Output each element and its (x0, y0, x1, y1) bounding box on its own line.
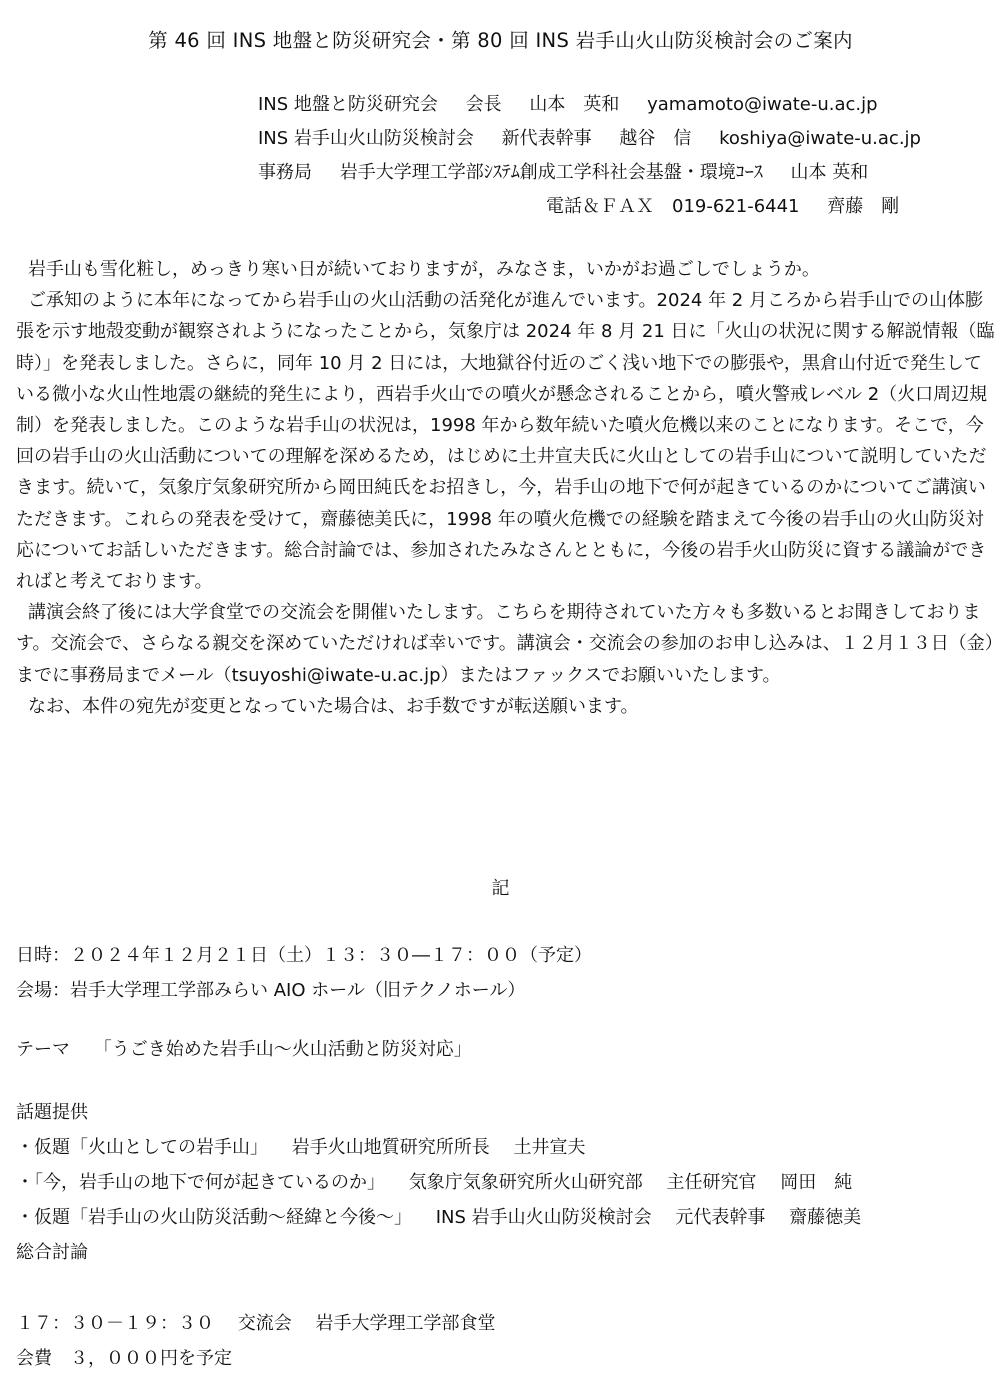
talk-speaker: 土井宣夫 (513, 1137, 586, 1158)
person-name: 山本 英和 (790, 162, 869, 183)
ki-heading: 記 (491, 878, 510, 899)
talk-position: 主任研究官 (666, 1172, 757, 1193)
theme-label: テーマ (16, 1039, 70, 1060)
person-name: 越谷 信 (619, 128, 692, 149)
talk-affiliation: 気象庁気象研究所火山研究部 (408, 1172, 643, 1193)
office-affiliation: 岩手大学理工学部ｼｽﾃﾑ創成工学科社会基盤・環境ｺｰｽ (339, 162, 763, 183)
talk-item (16, 1200, 996, 1235)
talk-item (16, 1165, 996, 1200)
sender-row-office (258, 156, 998, 190)
party-fee: 会費 ３，０００円を予定 (16, 1348, 232, 1369)
party-venue: 岩手大学理工学部食堂 (315, 1313, 496, 1334)
event-details (16, 938, 996, 1376)
sender-row-committee (258, 122, 998, 156)
phone-fax: 電話＆ＦＡＸ 019-621-6441 (546, 196, 800, 217)
talk-affiliation: 岩手火山地質研究所所長 (291, 1137, 490, 1158)
person-name: 齊藤 剛 (827, 196, 900, 217)
role: 会長 (465, 94, 502, 115)
paragraph-forward-note: なお、本件の宛先が変更となっていた場合は、お手数ですが転送願います。 (28, 695, 639, 717)
email: yamamoto@iwate-u.ac.jp (647, 94, 878, 115)
paragraph-background: ご承知のように本年になってから岩手山の火山活動の活発化が進んでいます。2024 年 2 月ころから岩手山での山体膨張を示す地殻変動が観察されようになったことから，気象庁は 2024 年 8 月 21 日に「火山の状況に関する解説情報（臨時）」を発表しました。さらに，同年 10 月 2 日には，大地獄谷付近のごく浅い地下での膨張や，黒倉山付近で発生している微小な火山性地震の継続的発生により，西岩手火山での噴火が懸念されることから，噴火警戒レベル 2（火口周辺規制）を発表しました。このような岩手山の状況は，1998 年から数年続いた噴火危機以来のことになります。そこで，今回の岩手山の火山活動についての理解を深めるため，はじめに土井宣夫氏に火山としての岩手山について説明していただきます。続いて，気象庁気象研究所から岡田純氏をお招きし，今，岩手山の地下で何が起きているのかについてご講演いただきます。これらの発表を受けて，齋藤徳美氏に，1998 年の噴火危機での経験を踏まえて今後の岩手山の火山防災対応についてお話しいただきます。総合討論では、参加されたみなさんとともに，今後の岩手火山防災に資する議論ができればと考えております。 (16, 290, 995, 593)
sender-block (258, 88, 998, 224)
committee-name: INS 岩手山火山防災検討会 (258, 128, 474, 149)
party-time: １７：３０－１９：３０ (16, 1313, 214, 1334)
event-date: 日時：２０２４年１２月２１日（土）１３：３０―１７：００（予定） (16, 945, 592, 966)
general-discussion: 総合討論 (16, 1242, 88, 1263)
talk-speaker: 岡田 純 (780, 1172, 853, 1193)
party-label: 交流会 (237, 1313, 292, 1334)
sender-row-society (258, 88, 998, 122)
talk-title: ・仮題「岩手山の火山防災活動～経緯と今後～」 (16, 1207, 412, 1228)
paragraph-greeting: 岩手山も雪化粧し，めっきり寒い日が続いておりますが，みなさま，いかがお過ごしでしょうか。 (28, 259, 820, 280)
event-theme (16, 1032, 996, 1067)
paragraph-party: 講演会終了後には大学食堂での交流会を開催いたします。こちらを期待されていた方々も多数いるとお聞きしております。交流会で、さらなる親交を深めていただければ幸いです。講演会・交流会の参加のお申し込みは、１２月１３日（金）までに事務局までメール（tsuyoshi@iwate-u.ac.jp）またはファックスでお願いいたします。 (16, 602, 994, 686)
talk-affiliation: INS 岩手山火山防災検討会 (435, 1207, 652, 1228)
event-venue: 会場：岩手大学理工学部みらい AIO ホール（旧テクノホール） (16, 980, 526, 1001)
party-info (16, 1306, 996, 1341)
sender-row-phone (258, 190, 998, 224)
role: 新代表幹事 (501, 128, 592, 149)
person-name: 山本 英和 (529, 94, 620, 115)
talk-title: ・仮題「火山としての岩手山」 (16, 1137, 268, 1158)
office-label: 事務局 (258, 162, 312, 183)
talk-title: ・「今，岩手山の地下で何が起きているのか」 (16, 1172, 385, 1193)
talk-speaker: 齋藤徳美 (789, 1207, 862, 1228)
document-title: 第 46 回 INS 地盤と防災研究会・第 80 回 INS 岩手山火山防災検討会のご案内 (148, 29, 853, 52)
society-name: INS 地盤と防災研究会 (258, 94, 438, 115)
body-text (16, 254, 996, 722)
talk-item (16, 1130, 996, 1165)
email: koshiya@iwate-u.ac.jp (719, 128, 921, 149)
talk-position: 元代表幹事 (675, 1207, 766, 1228)
talks-label: 話題提供 (16, 1102, 88, 1123)
theme-text: 「うごき始めた岩手山～火山活動と防災対応」 (93, 1039, 472, 1060)
